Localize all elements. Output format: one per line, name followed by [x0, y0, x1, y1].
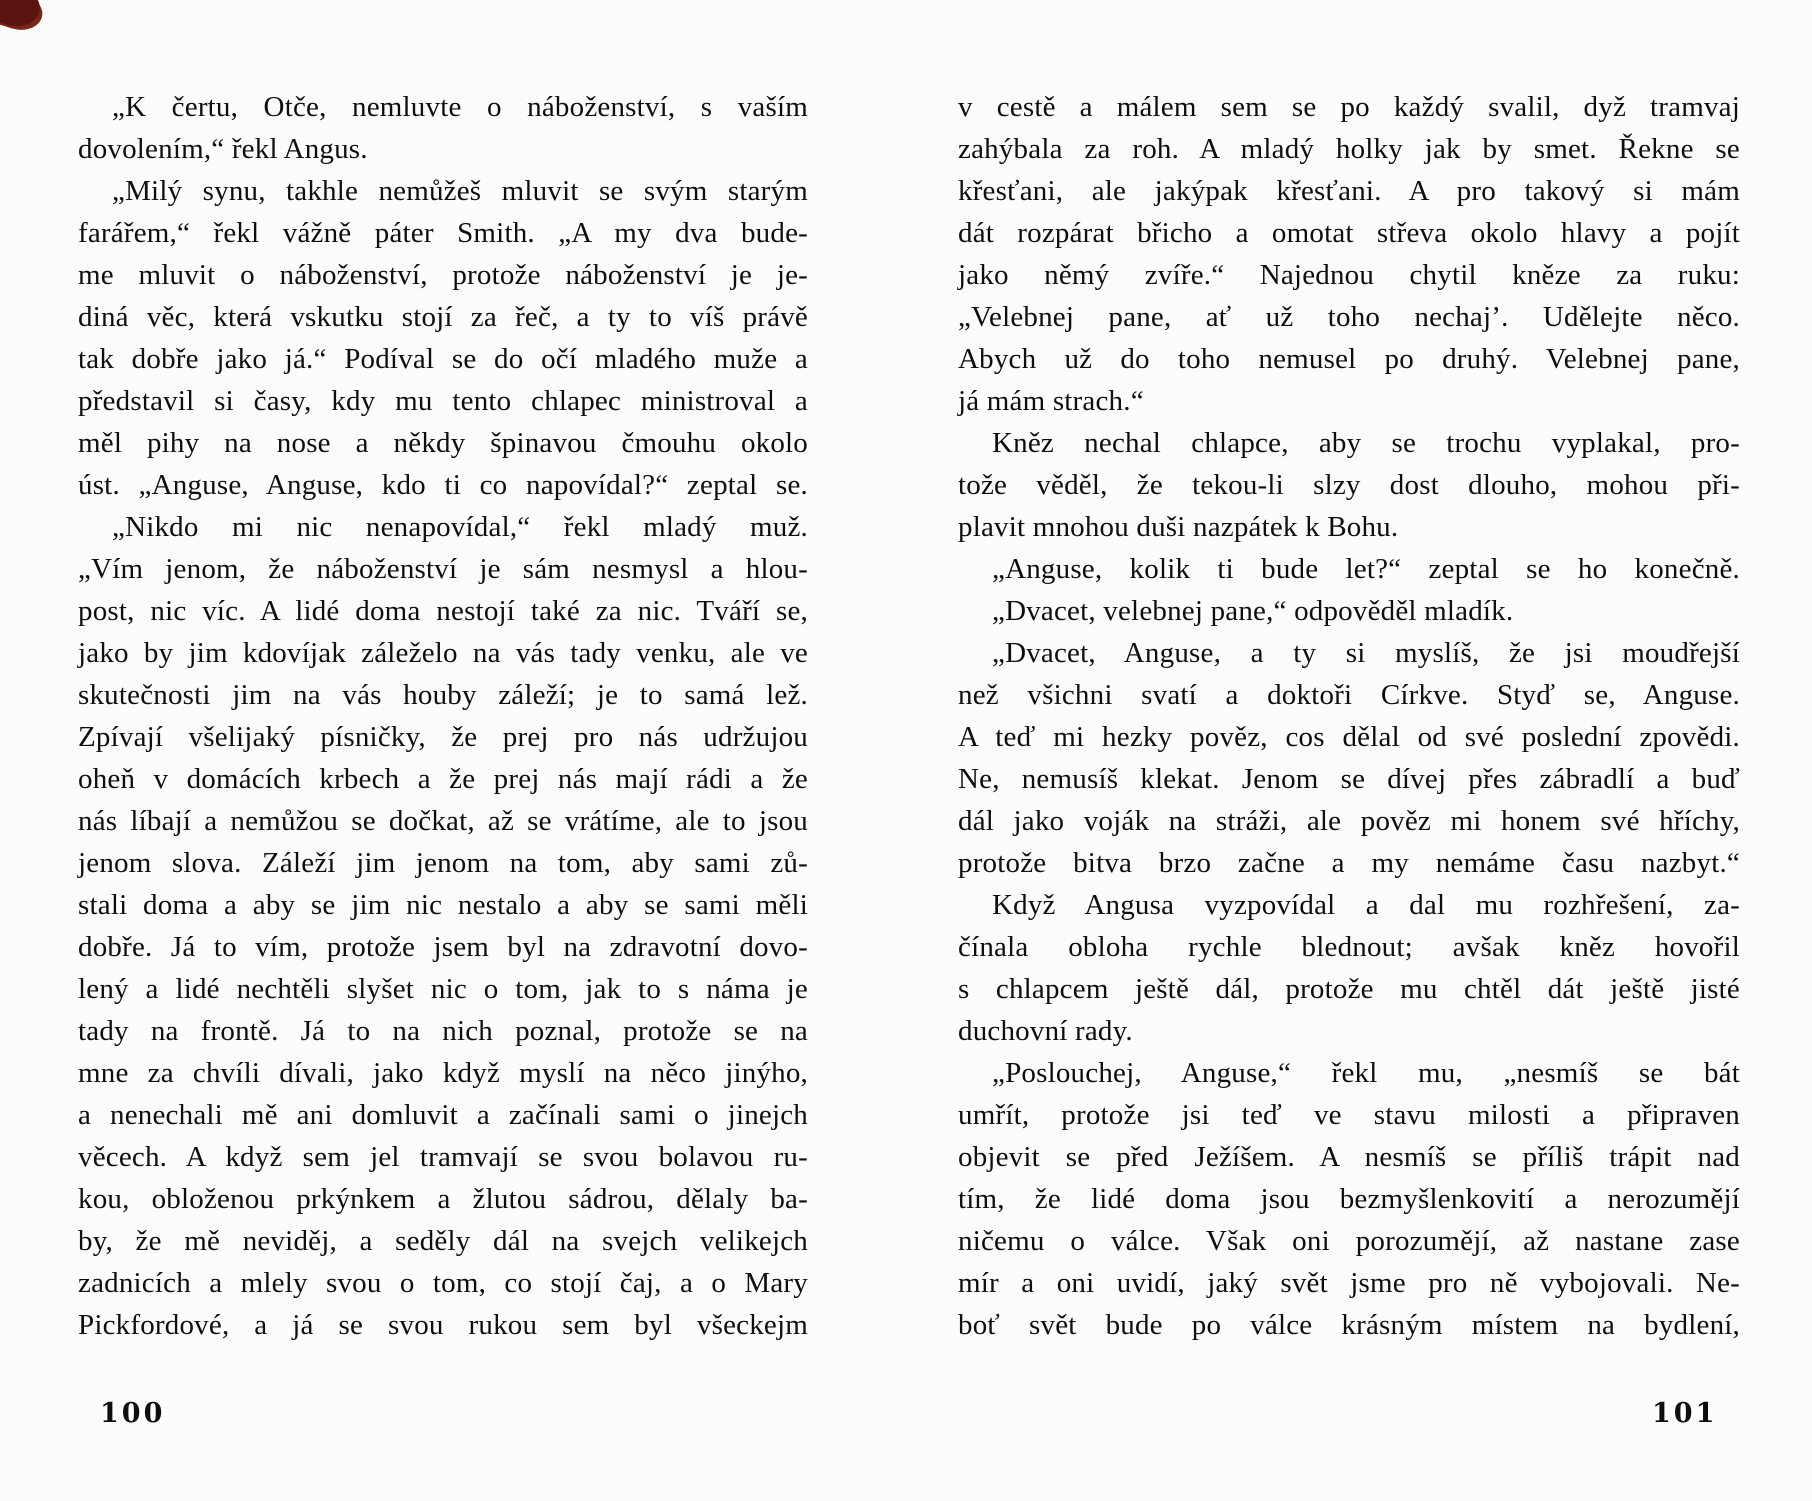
text-line: a nenechali mě ani domluvit a začínali sami o jinejch [78, 1099, 808, 1131]
text-line: stali doma a aby se jim nic nestalo a aby se sami měli [78, 889, 808, 921]
text-line: úst. „Anguse, Anguse, kdo ti co napovídal?“ zeptal se. [78, 469, 808, 501]
text-line: já mám strach.“ [958, 385, 1144, 417]
text-line: by, že mě neviděj, a seděly dál na svejch velikejch [78, 1225, 808, 1257]
text-line: věcech. A když sem jel tramvají se svou bolavou ru- [78, 1141, 808, 1173]
page-number-right: 101 [1652, 1398, 1718, 1429]
text-line: skutečnosti jim na vás houby záleží; je to samá lež. [78, 679, 808, 711]
text-line: Kněz nechal chlapce, aby se trochu vyplakal, pro- [992, 427, 1740, 459]
text-line: „Milý synu, takhle nemůžeš mluvit se svým starým [112, 175, 808, 207]
text-line: plavit mnohou duši nazpátek k Bohu. [958, 511, 1399, 543]
text-line: diná věc, která vskutku stojí za řeč, a ty to víš právě [78, 301, 808, 333]
text-line: mír a oni uvidí, jaký svět jsme pro ně vybojovali. Ne- [958, 1267, 1740, 1299]
text-line: „Dvacet, velebnej pane,“ odpověděl mladík. [992, 595, 1514, 627]
text-line: tím, že lidé doma jsou bezmyšlenkovití a nerozumějí [958, 1183, 1740, 1215]
text-line: protože bitva brzo začne a my nemáme času nazbyt.“ [958, 847, 1740, 879]
text-line: „Nikdo mi nic nenapovídal,“ řekl mladý muž. [112, 511, 808, 543]
text-line: Pickfordové, a já se svou rukou sem byl všeckejm [78, 1309, 808, 1341]
text-line: umřít, protože jsi teď ve stavu milosti a připraven [958, 1099, 1740, 1131]
text-line: představil si časy, kdy mu tento chlapec ministroval a [78, 385, 808, 417]
text-line: zadnicích a mlely svou o tom, co stojí čaj, a o Mary [78, 1267, 808, 1299]
text-column-right [958, 86, 1740, 1346]
text-line: farářem,“ řekl vážně páter Smith. „A my dva bude- [78, 217, 808, 249]
text-line: dobře. Já to vím, protože jsem byl na zdravotní dovo- [78, 931, 808, 963]
text-line: tak dobře jako já.“ Podíval se do očí mladého muže a [78, 343, 808, 375]
text-line: zahýbala za roh. A mladý holky jak by smet. Řekne se [958, 133, 1740, 165]
text-line: měl pihy na nose a někdy špinavou čmouhu okolo [78, 427, 808, 459]
text-line: post, nic víc. A lidé doma nestojí také za nic. Tváří se, [78, 595, 808, 627]
text-line: „Anguse, kolik ti bude let?“ zeptal se ho konečně. [992, 553, 1740, 585]
text-line: čínala obloha rychle blednout; avšak kněz hovořil [958, 931, 1740, 963]
text-line: s chlapcem ještě dál, protože mu chtěl dát ještě jisté [958, 973, 1740, 1005]
text-line: Abych už do toho nemusel po druhý. Velebnej pane, [958, 343, 1740, 375]
text-line: křesťani, ale jakýpak křesťani. A pro takový si mám [958, 175, 1740, 207]
text-line: „K čertu, Otče, nemluvte o náboženství, s vaším [112, 91, 808, 123]
text-line: tože věděl, že tekou-li slzy dost dlouho, mohou při- [958, 469, 1740, 501]
text-line: „Vím jenom, že náboženství je sám nesmysl a hlou- [78, 553, 808, 585]
text-line: Ne, nemusíš klekat. Jenom se dívej přes zábradlí a buď [958, 763, 1740, 795]
text-line: dát rozpárat břicho a omotat střeva okolo hlavy a pojít [958, 217, 1740, 249]
text-line: jako by jim kdovíjak záleželo na vás tady venku, ale ve [78, 637, 808, 669]
text-line: v cestě a málem sem se po každý svalil, dyž tramvaj [958, 91, 1740, 123]
text-line: než všichni svatí a doktoři Církve. Styď se, Anguse. [958, 679, 1740, 711]
text-line: kou, obloženou prkýnkem a žlutou sádrou, dělaly ba- [78, 1183, 808, 1215]
text-line: „Dvacet, Anguse, a ty si myslíš, že jsi moudřejší [992, 637, 1740, 669]
page-right [958, 86, 1740, 1346]
text-line: objevit se před Ježíšem. A nesmíš se příliš trápit nad [958, 1141, 1740, 1173]
text-line: me mluvit o náboženství, protože náboženství je je- [78, 259, 808, 291]
text-line: „Poslouchej, Anguse,“ řekl mu, „nesmíš se bát [992, 1057, 1740, 1089]
text-line: oheň v domácích krbech a že prej nás mají rádi a že [78, 763, 808, 795]
text-line: Když Angusa vyzpovídal a dal mu rozhřešení, za- [992, 889, 1740, 921]
text-line: dovolením,“ řekl Angus. [78, 133, 368, 165]
text-line: „Velebnej pane, ať už toho nechaj’. Udělejte něco. [958, 301, 1740, 333]
text-line: dál jako voják na stráži, ale pověz mi honem své hříchy, [958, 805, 1740, 837]
text-line: duchovní rady. [958, 1015, 1133, 1047]
text-line: tady na frontě. Já to na nich poznal, protože se na [78, 1015, 808, 1047]
text-line: lený a lidé nechtěli slyšet nic o tom, jak to s náma je [78, 973, 808, 1005]
text-column-left [78, 86, 808, 1346]
text-line: ničemu o válce. Však oni porozumějí, až nastane zase [958, 1225, 1740, 1257]
text-line: jenom slova. Záleží jim jenom na tom, aby sami zů- [78, 847, 808, 879]
text-line: A teď mi hezky pověz, cos dělal od své poslední zpovědi. [958, 721, 1740, 753]
page-left [78, 86, 808, 1346]
text-line: nás líbají a nemůžou se dočkat, až se vrátíme, ale to jsou [78, 805, 808, 837]
text-line: boť svět bude po válce krásným místem na bydlení, [958, 1309, 1740, 1341]
page-number-left: 100 [100, 1398, 166, 1429]
text-line: jako němý zvíře.“ Najednou chytil kněze za ruku: [958, 259, 1740, 291]
text-line: Zpívají všelijaký písničky, že prej pro nás udržujou [78, 721, 808, 753]
scan-artifact [0, 0, 45, 33]
text-line: mne za chvíli dívali, jako když myslí na něco jinýho, [78, 1057, 808, 1089]
